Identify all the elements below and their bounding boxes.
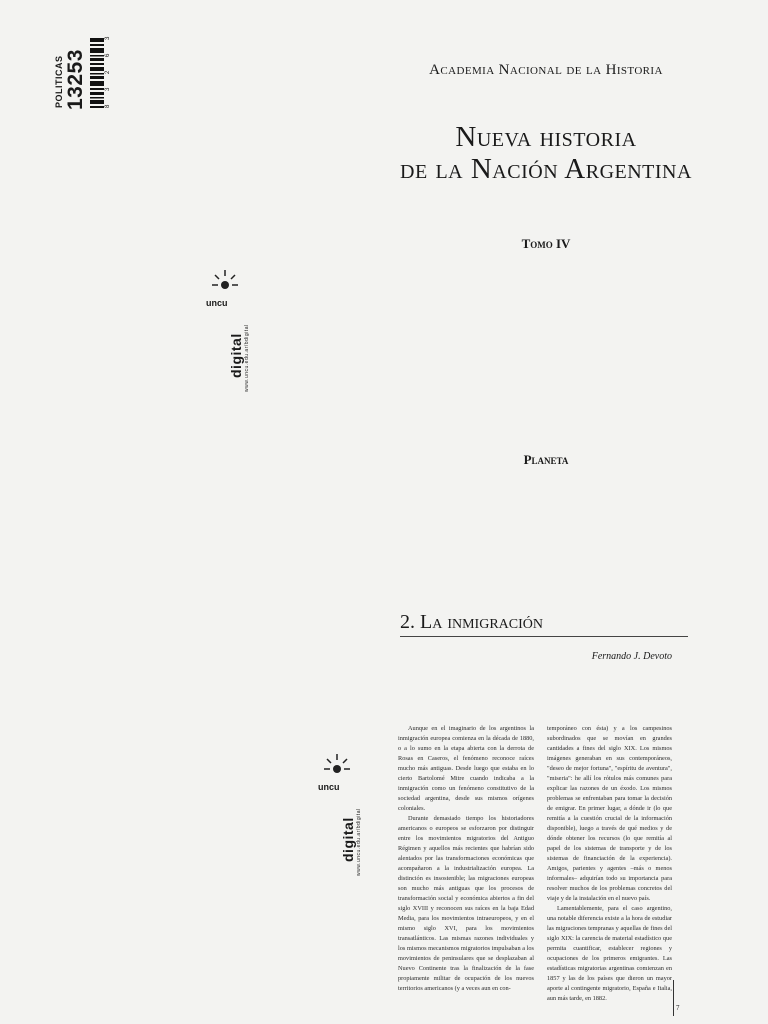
chapter-heading: 2. La inmigración [400,611,543,633]
paragraph: Durante demasiado tiempo los historiadores americanos o europeos se esforzaron por distinguir entre los movimientos migratorios del Antiguo Régimen y aquellos más recientes que habrían sido alentados por las transformaciones económicas que acompañaron a la industrialización europea. La distinción es insostenible; las migraciones europeas son mucho más antiguas que los procesos de transformación social y económica abiertos a fin del siglo XVIII y reconocen sus raíces en la baja Edad Media, para los movimientos intraeuropeos, y en el mismo siglo XVI, para los movimientos transatlánticos. Las mismas razones individuales y los mismos mecanismos migratorios impulsaban a los movimientos de peninsulares que se desplazaban al Nuevo Continente tras la finalización de la fase propiamente militar de ocupación de los nuevos territorios americanos (y a veces aun en con- [398,815,534,992]
margin-rule [673,980,674,1016]
paragraph: Aunque en el imaginario de los argentinos la inmigración europea comienza en la década de 1880, o a lo sumo en la etapa abierta con la derrota de Rosas en Caseros, el fenómeno reconoce raíces mucho más antiguas. Desde luego que estaba en lo cierto Bartolomé Mitre cuando indicaba a la inmigración como un fenómeno constitutivo de la sociedad argentina, desde sus mismos orígenes coloniales. [398,725,534,812]
paragraph: temporáneo con ésta) y a los campesinos subordinados que se movían en grandes cantidades a fines del siglo XIX. Los mismos imágenes generaban en sus contemporáneos, "deseo de mejor fortuna", "espíritu de aventura", "miseria": he allí los rótulos más comunes para explicar las razones de un éxodo. Los mismos problemas se enfrentaban para tomar la decisión de emigrar. En primer lugar, a dónde ir (lo que remitía a la cuestión crucial de la información disponible), luego a través de qué medios y de dónde obtener los recursos (lo que remitía al papel de los sistemas de transporte y de los sistemas de financiación de la experiencia). Amigos, parientes y agentes –más o menos informales– adquirían todo su importancia para resolver muchos de los problemas concretos del viaje y de la instalación en el nuevo país. [547,725,672,902]
body-column-right [547,724,672,1020]
watermark-url: www.uncu.edu.ar/bdigital [244,324,250,392]
chapter-rule [400,636,688,637]
book-title-line-1: Nueva historia [455,121,637,153]
watermark-word: digital [228,333,244,378]
watermark-prefix: uncu [206,298,228,308]
sun-logo-icon [210,268,240,298]
barcode-icon [90,38,104,108]
watermark-stamp [318,752,364,876]
chapter-author: Fernando J. Devoto [591,651,672,662]
paragraph: Lamentablemente, para el caso argentino, una notable diferencia existe a la hora de estudiar las migraciones tempranas y aquellas de fines del siglo XIX: la carencia de material estadístico que permita cuantificar, establecer regiones y ocupaciones de los primeros emigrantes. Las estadísticas migratorias argentinas comienzan en 1857 y las de los países que dieron un mayor aporte al contingente migratorio, España e Italia, aun más tarde, en 1882. [547,905,672,1002]
page-number: 7 [676,1004,680,1012]
book-title-line-2: de la Nación Argentina [400,153,692,185]
watermark-word: digital [340,817,356,862]
watermark-stamp [206,268,252,392]
volume-label: Tomo IV [521,236,571,251]
watermark-url: www.uncu.edu.ar/bdigital [356,808,362,876]
academy-name: Academia Nacional de la Historia [429,62,663,78]
library-collection: POLITICAS [54,55,64,108]
barcode-digits: 8 3 2 6 3 [105,30,111,108]
watermark-prefix: uncu [318,782,340,792]
library-number: 13253 [64,49,87,110]
sun-logo-icon [322,752,352,782]
body-column-left [398,724,534,1020]
publisher-name: Planeta [523,452,569,467]
library-label [52,30,114,110]
